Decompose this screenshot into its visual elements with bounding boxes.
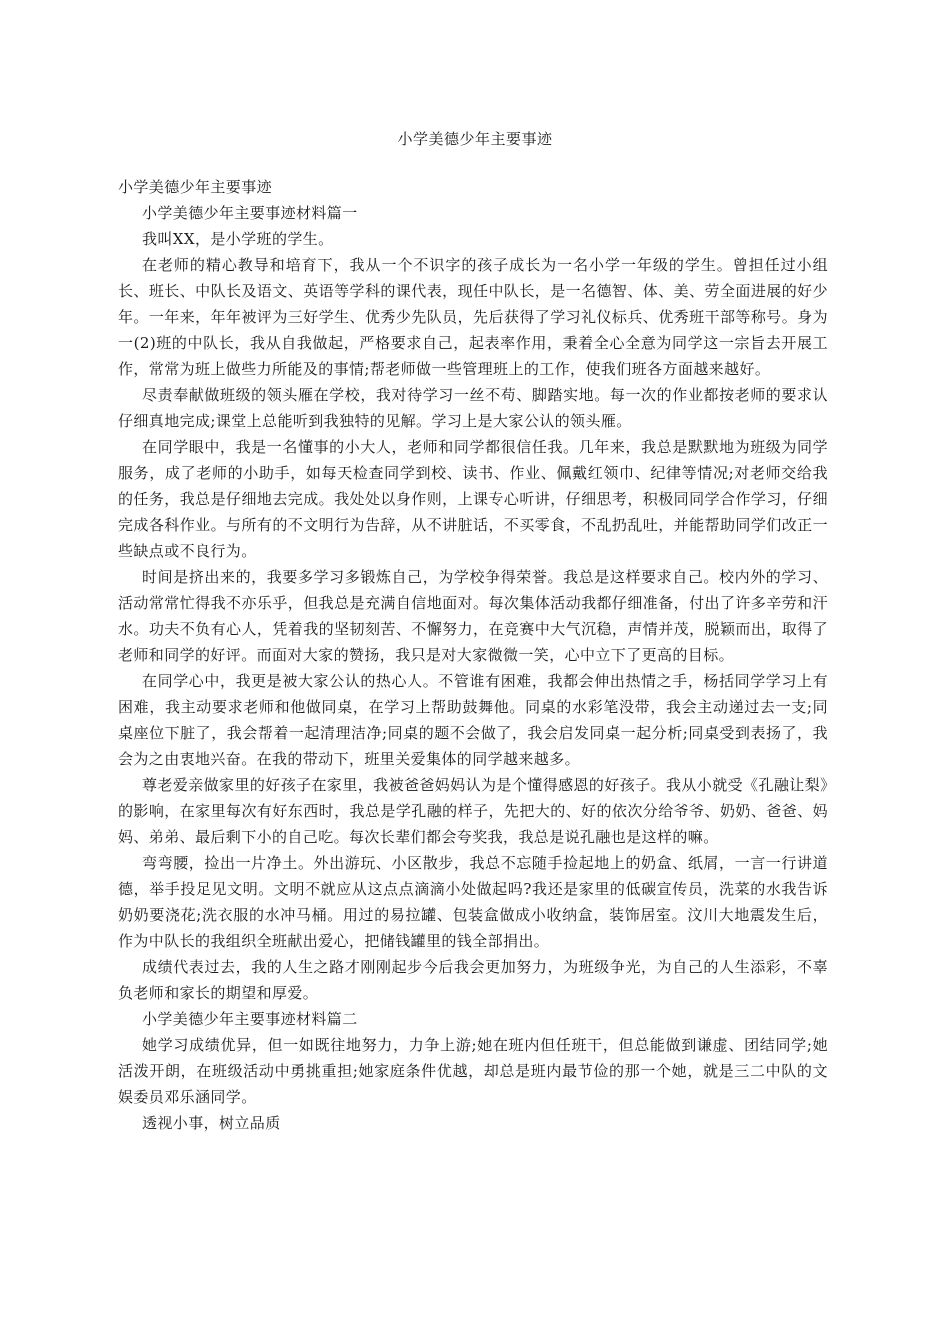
paragraph: 尽责奉献做班级的领头雁在学校，我对待学习一丝不苟、脚踏实地。每一次的作业都按老师的要求认仔细真地完成;课堂上总能听到我独特的见解。学习上是大家公认的领头雁。 [118,386,828,430]
paragraph: 在同学眼中，我是一名懂事的小大人，老师和同学都很信任我。几年来，我总是默默地为班级为同学服务，成了老师的小助手，如每天检查同学到校、读书、作业、佩戴红领巾、纪律等情况;对老师交给我的任务，我总是仔细地去完成。我处处以身作则，上课专心听讲，仔细思考，积极同同学合作学习，仔细完成各科作业。与所有的不文明行为告辞，从不讲脏话，不买零食，不乱扔乱吐，并能帮助同学们改正一些缺点或不良行为。 [118,438,828,560]
document-title: 小学美德少年主要事迹 [397,130,553,148]
paragraph: 弯弯腰，捡出一片净土。外出游玩、小区散步，我总不忘随手捡起地上的奶盒、纸屑，一言一行讲道德，举手投足见文明。文明不就应从这点点滴滴小处做起吗?我还是家里的低碳宣传员，洗菜的水我告诉奶奶要浇花;洗衣服的水冲马桶。用过的易拉罐、包装盒做成小收纳盒，装饰居室。汶川大地震发生后，作为中队长的我组织全班献出爱心，把储钱罐里的钱全部捐出。 [118,854,828,950]
document-body [118,174,828,1136]
paragraph: 时间是挤出来的，我要多学习多锻炼自己，为学校争得荣誉。我总是这样要求自己。校内外的学习、活动常常忙得我不亦乐乎，但我总是充满自信地面对。每次集体活动我都仔细准备，付出了许多辛劳和汗水。功夫不负有心人，凭着我的坚韧刻苦、不懈努力，在竞赛中大气沉稳，声情并茂，脱颖而出，取得了老师和同学的好评。而面对大家的赞扬，我只是对大家微微一笑，心中立下了更高的目标。 [118,568,828,664]
section-heading-1: 小学美德少年主要事迹材料篇一 [142,204,358,222]
section-heading-2: 小学美德少年主要事迹材料篇二 [142,1010,358,1028]
paragraph: 成绩代表过去，我的人生之路才刚刚起步今后我会更加努力，为班级争光，为自己的人生添彩，不辜负老师和家长的期望和厚爱。 [118,958,828,1002]
paragraph: 在老师的精心教导和培育下，我从一个不识字的孩子成长为一名小学一年级的学生。曾担任过小组长、班长、中队长及语文、英语等学科的课代表，现任中队长，是一名德智、体、美、劳全面进展的好少年。一年来，年年被评为三好学生、优秀少先队员，先后获得了学习礼仪标兵、优秀班干部等称号。身为一(2)班的中队长，我从自我做起，严格要求自己，起表率作用，秉着全心全意为同学这一宗旨去开展工作，常常为班上做些力所能及的事情;帮老师做一些管理班上的工作，使我们班各方面越来越好。 [118,256,828,378]
paragraph: 透视小事，树立品质 [142,1114,281,1132]
paragraph: 尊老爱亲做家里的好孩子在家里，我被爸爸妈妈认为是个懂得感恩的好孩子。我从小就受《孔融让梨》的影响，在家里每次有好东西时，我总是学孔融的样子，先把大的、好的依次分给爷爷、奶奶、爸爸、妈妈、弟弟、最后剩下小的自己吃。每次长辈们都会夸奖我，我总是说孔融也是这样的嘛。 [118,776,828,846]
body-heading: 小学美德少年主要事迹 [118,178,273,196]
paragraph: 我叫XX，是小学班的学生。 [142,230,334,248]
paragraph: 她学习成绩优异，但一如既往地努力，力争上游;她在班内但任班干，但总能做到谦虚、团结同学;她活泼开朗，在班级活动中勇挑重担;她家庭条件优越，却总是班内最节俭的那一个她，就是三二中队的文娱委员邓乐涵同学。 [118,1036,828,1106]
paragraph: 在同学心中，我更是被大家公认的热心人。不管谁有困难，我都会伸出热情之手，杨括同学学习上有困难，我主动要求老师和他做同桌，在学习上帮助鼓舞他。同桌的水彩笔没带，我会主动递过去一支;同桌座位下脏了，我会帮着一起清理洁净;同桌的题不会做了，我会启发同桌一起分析;同桌受到表扬了，我会为之由衷地兴奋。在我的带动下，班里关爱集体的同学越来越多。 [118,672,828,768]
